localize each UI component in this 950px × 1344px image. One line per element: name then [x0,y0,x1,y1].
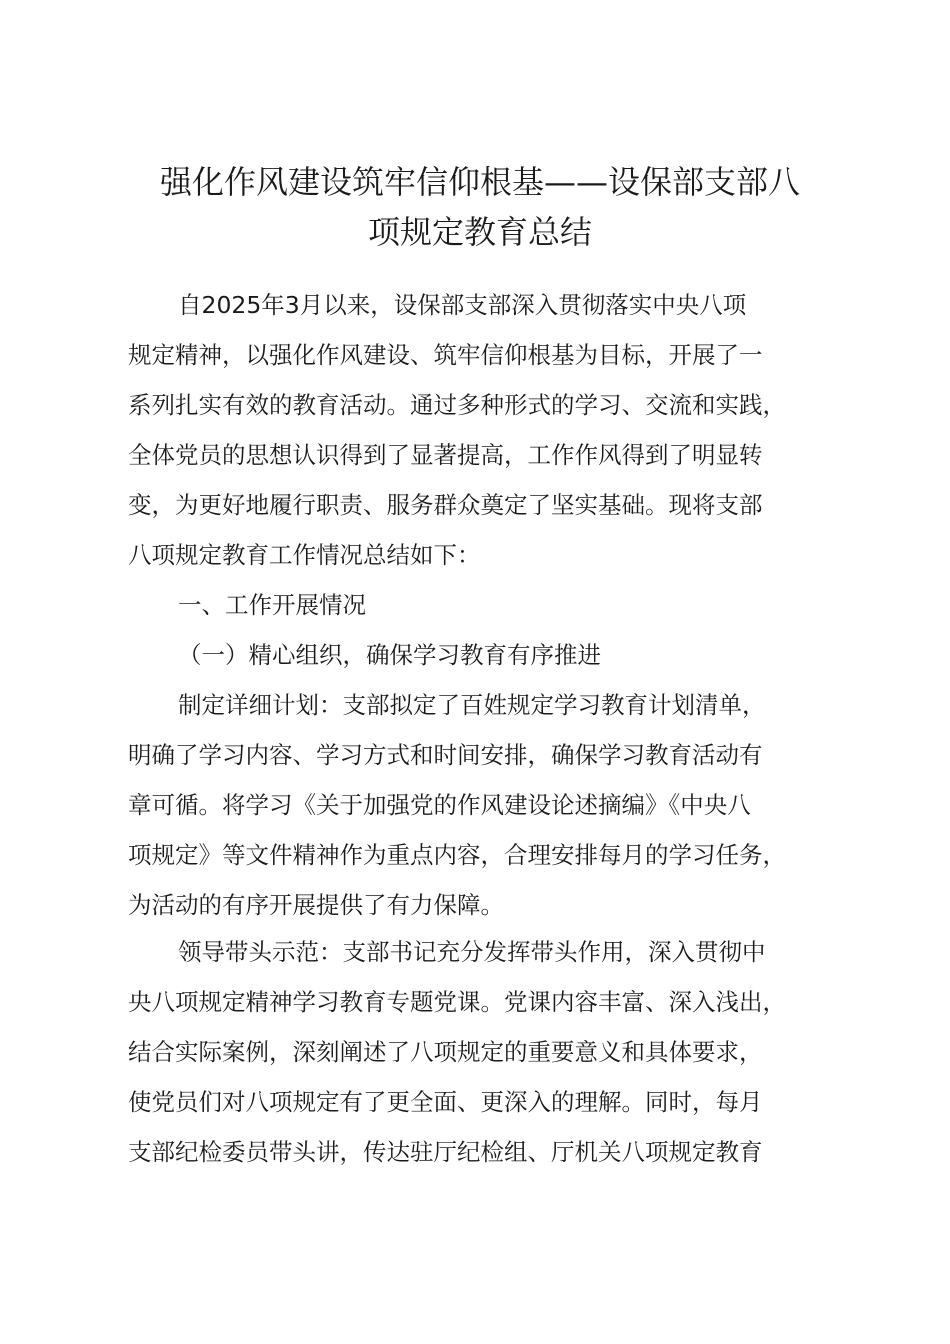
paragraph-line: 央八项规定精神学习教育专题党课。党课内容丰富、深入浅出， [128,988,786,1016]
paragraph-line: 领导带头示范：支部书记充分发挥带头作用，深入贯彻中 [178,938,766,966]
section-heading: 一、工作开展情况 [178,591,366,619]
paragraph-line: 自2025年3月以来，设保部支部深入贯彻落实中央八项 [178,291,747,319]
paragraph-line: 规定精神，以强化作风建设、筑牢信仰根基为目标，开展了一 [128,341,763,369]
paragraph-line: 全体党员的思想认识得到了显著提高，工作作风得到了明显转 [128,441,763,469]
paragraph-line: 项规定》等文件精神作为重点内容，合理安排每月的学习任务， [128,841,786,869]
paragraph-line: 为活动的有序开展提供了有力保障。 [128,891,504,919]
paragraph-line: 变，为更好地履行职责、服务群众奠定了坚实基础。现将支部 [128,491,763,519]
paragraph-line: 使党员们对八项规定有了更全面、更深入的理解。同时，每月 [128,1088,763,1116]
paragraph-line: 章可循。将学习《关于加强党的作风建设论述摘编》《中央八 [128,791,751,819]
paragraph-line: 明确了学习内容、学习方式和时间安排，确保学习教育活动有 [128,741,763,769]
paragraph-line: 结合实际案例，深刻阐述了八项规定的重要意义和具体要求， [128,1038,763,1066]
paragraph-line: 制定详细计划：支部拟定了百姓规定学习教育计划清单， [178,691,766,719]
paragraph-line: 八项规定教育工作情况总结如下： [128,541,481,569]
subsection-heading: （一）精心组织，确保学习教育有序推进 [178,641,601,669]
paragraph-line: 系列扎实有效的教育活动。通过多种形式的学习、交流和实践， [128,391,786,419]
document-title-line-1: 强化作风建设筑牢信仰根基——设保部支部八 [159,163,800,201]
document-title-line-2: 项规定教育总结 [367,213,592,251]
paragraph-line: 支部纪检委员带头讲，传达驻厅纪检组、厅机关八项规定教育 [128,1138,763,1166]
